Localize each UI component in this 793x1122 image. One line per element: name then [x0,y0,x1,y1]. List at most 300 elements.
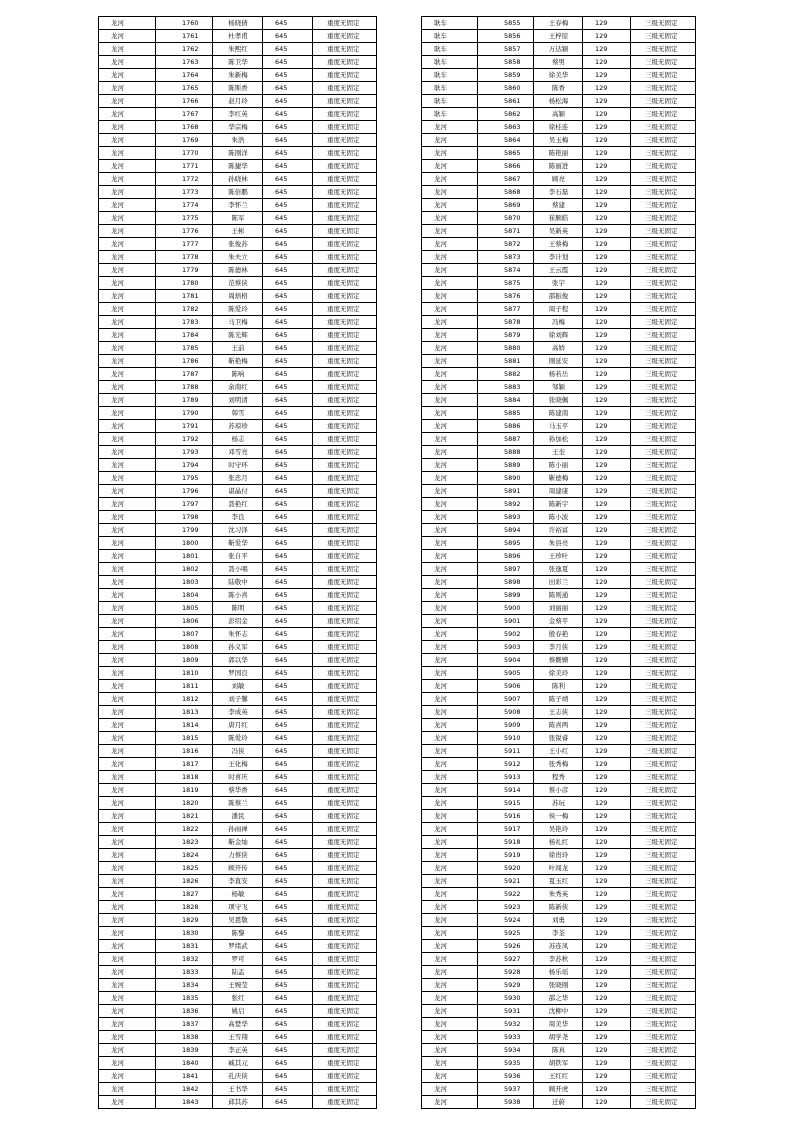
id-cell: 5882 [478,368,534,381]
table-row [422,251,696,264]
region-cell: 龙河 [99,563,156,576]
amount-cell: 129 [583,134,631,147]
id-cell: 1825 [156,862,213,875]
name-cell: 高颖 [534,108,583,121]
id-cell: 5861 [478,95,534,108]
table-row [99,732,377,745]
table-row [422,992,696,1005]
table-row [422,602,696,615]
table-row [99,771,377,784]
level-cell: 三级无固定 [631,316,696,329]
amount-cell: 645 [263,420,313,433]
amount-cell: 129 [583,212,631,225]
id-cell: 5935 [478,1057,534,1070]
table-row [422,862,696,875]
table-row [99,95,377,108]
id-cell: 1763 [156,56,213,69]
table-row [99,303,377,316]
region-cell: 龙河 [422,420,478,433]
id-cell: 1762 [156,43,213,56]
id-cell: 1793 [156,446,213,459]
region-cell: 龙河 [99,147,156,160]
level-cell: 重度无固定 [313,433,377,446]
amount-cell: 645 [263,537,313,550]
name-cell: 李石磊 [534,186,583,199]
name-cell: 王志侠 [534,706,583,719]
id-cell: 1836 [156,1005,213,1018]
name-cell: 殷春艳 [534,628,583,641]
level-cell: 重度无固定 [313,212,377,225]
id-cell: 5931 [478,1005,534,1018]
region-cell: 龙河 [422,498,478,511]
amount-cell: 129 [583,771,631,784]
level-cell: 重度无固定 [313,1005,377,1018]
level-cell: 三级无固定 [631,251,696,264]
table-row [99,745,377,758]
id-cell: 1829 [156,914,213,927]
name-cell: 王蔡梅 [534,238,583,251]
id-cell: 5911 [478,745,534,758]
level-cell: 重度无固定 [313,108,377,121]
amount-cell: 129 [583,1096,631,1109]
amount-cell: 129 [583,940,631,953]
table-row [99,914,377,927]
region-cell: 龙河 [99,615,156,628]
region-cell: 耿车 [422,69,478,82]
amount-cell: 129 [583,95,631,108]
table-row [99,849,377,862]
name-cell: 陈子靖 [534,693,583,706]
region-cell: 龙河 [422,446,478,459]
name-cell: 李苏秋 [534,953,583,966]
id-cell: 5910 [478,732,534,745]
name-cell: 陈卫华 [213,56,263,69]
region-cell: 龙河 [99,602,156,615]
level-cell: 重度无固定 [313,953,377,966]
id-cell: 1828 [156,901,213,914]
region-cell: 龙河 [99,589,156,602]
amount-cell: 645 [263,511,313,524]
amount-cell: 645 [263,186,313,199]
id-cell: 1835 [156,992,213,1005]
table-row [422,979,696,992]
level-cell: 三级无固定 [631,121,696,134]
region-cell: 龙河 [99,329,156,342]
id-cell: 1796 [156,485,213,498]
amount-cell: 129 [583,667,631,680]
region-cell: 龙河 [422,524,478,537]
level-cell: 三级无固定 [631,836,696,849]
name-cell: 张晓刚 [534,979,583,992]
region-cell: 龙河 [422,836,478,849]
table-row [99,823,377,836]
amount-cell: 129 [583,381,631,394]
amount-cell: 645 [263,693,313,706]
region-cell: 龙河 [422,264,478,277]
id-cell: 1769 [156,134,213,147]
level-cell: 重度无固定 [313,628,377,641]
amount-cell: 645 [263,719,313,732]
amount-cell: 645 [263,199,313,212]
id-cell: 5886 [478,420,534,433]
name-cell: 王化梅 [213,758,263,771]
id-cell: 1814 [156,719,213,732]
table-row [99,277,377,290]
name-cell: 刚延安 [534,355,583,368]
name-cell: 陈德林 [213,264,263,277]
table-row [422,849,696,862]
amount-cell: 645 [263,901,313,914]
table-row [99,615,377,628]
amount-cell: 129 [583,498,631,511]
table-row [99,563,377,576]
amount-cell: 645 [263,446,313,459]
table-row [422,355,696,368]
amount-cell: 129 [583,69,631,82]
region-cell: 龙河 [99,654,156,667]
amount-cell: 129 [583,589,631,602]
id-cell: 1809 [156,654,213,667]
name-cell: 周子程 [534,303,583,316]
amount-cell: 129 [583,1005,631,1018]
region-cell: 龙河 [99,680,156,693]
amount-cell: 129 [583,82,631,95]
id-cell: 5872 [478,238,534,251]
table-row [422,199,696,212]
id-cell: 5875 [478,277,534,290]
table-row [99,784,377,797]
name-cell: 李怀兰 [213,199,263,212]
table-row [99,17,377,30]
table-row [99,576,377,589]
region-cell: 龙河 [99,1044,156,1057]
id-cell: 5903 [478,641,534,654]
name-cell: 张锐睿 [534,732,583,745]
region-cell: 龙河 [422,693,478,706]
amount-cell: 129 [583,1057,631,1070]
region-cell: 龙河 [99,914,156,927]
level-cell: 重度无固定 [313,875,377,888]
table-row [422,719,696,732]
level-cell: 重度无固定 [313,524,377,537]
id-cell: 1772 [156,173,213,186]
level-cell: 三级无固定 [631,888,696,901]
name-cell: 徐美华 [534,69,583,82]
level-cell: 重度无固定 [313,342,377,355]
id-cell: 1807 [156,628,213,641]
amount-cell: 645 [263,485,313,498]
amount-cell: 129 [583,797,631,810]
table-row [99,316,377,329]
name-cell: 李红英 [213,108,263,121]
level-cell: 三级无固定 [631,381,696,394]
id-cell: 1801 [156,550,213,563]
id-cell: 1777 [156,238,213,251]
table-row [422,342,696,355]
id-cell: 5860 [478,82,534,95]
name-cell: 顾亮 [534,173,583,186]
level-cell: 重度无固定 [313,823,377,836]
level-cell: 三级无固定 [631,17,696,30]
amount-cell: 129 [583,290,631,303]
level-cell: 重度无固定 [313,420,377,433]
level-cell: 重度无固定 [313,498,377,511]
id-cell: 5855 [478,17,534,30]
region-cell: 龙河 [422,316,478,329]
level-cell: 三级无固定 [631,849,696,862]
id-cell: 5897 [478,563,534,576]
amount-cell: 129 [583,641,631,654]
level-cell: 三级无固定 [631,992,696,1005]
level-cell: 三级无固定 [631,589,696,602]
id-cell: 5884 [478,394,534,407]
table-row [99,966,377,979]
name-cell: 苏玩 [534,797,583,810]
region-cell: 龙河 [99,225,156,238]
id-cell: 5925 [478,927,534,940]
level-cell: 三级无固定 [631,329,696,342]
level-cell: 重度无固定 [313,537,377,550]
name-cell: 朱县亮 [534,537,583,550]
amount-cell: 129 [583,875,631,888]
id-cell: 5876 [478,290,534,303]
region-cell: 龙河 [422,1031,478,1044]
amount-cell: 645 [263,745,313,758]
amount-cell: 129 [583,394,631,407]
name-cell: 朱浩 [213,134,263,147]
region-cell: 龙河 [422,966,478,979]
region-cell: 龙河 [422,953,478,966]
id-cell: 5918 [478,836,534,849]
amount-cell: 645 [263,849,313,862]
table-row [99,134,377,147]
id-cell: 5916 [478,810,534,823]
name-cell: 靳德梅 [534,472,583,485]
id-cell: 1774 [156,199,213,212]
level-cell: 三级无固定 [631,719,696,732]
name-cell: 程秀 [534,771,583,784]
amount-cell: 129 [583,758,631,771]
name-cell: 孙雨禅 [213,823,263,836]
id-cell: 5905 [478,667,534,680]
name-cell: 陈捷华 [213,160,263,173]
region-cell: 龙河 [422,1096,478,1109]
id-cell: 1823 [156,836,213,849]
id-cell: 5888 [478,446,534,459]
amount-cell: 129 [583,1070,631,1083]
name-cell: 许裕富 [534,524,583,537]
region-cell: 龙河 [99,407,156,420]
id-cell: 5909 [478,719,534,732]
amount-cell: 129 [583,524,631,537]
amount-cell: 129 [583,420,631,433]
name-cell: 陈小丽 [534,459,583,472]
level-cell: 三级无固定 [631,134,696,147]
level-cell: 三级无固定 [631,56,696,69]
amount-cell: 645 [263,121,313,134]
id-cell: 5907 [478,693,534,706]
table-row [422,927,696,940]
level-cell: 三级无固定 [631,537,696,550]
amount-cell: 129 [583,1083,631,1096]
name-cell: 姚启 [213,1005,263,1018]
level-cell: 重度无固定 [313,810,377,823]
level-cell: 三级无固定 [631,173,696,186]
id-cell: 1831 [156,940,213,953]
id-cell: 1782 [156,303,213,316]
right-roster-body [422,17,696,1109]
id-cell: 1787 [156,368,213,381]
level-cell: 重度无固定 [313,641,377,654]
amount-cell: 645 [263,615,313,628]
region-cell: 龙河 [422,290,478,303]
amount-cell: 129 [583,628,631,641]
region-cell: 龙河 [422,121,478,134]
region-cell: 龙河 [99,576,156,589]
id-cell: 1779 [156,264,213,277]
amount-cell: 645 [263,433,313,446]
level-cell: 三级无固定 [631,628,696,641]
name-cell: 张逸夏 [534,563,583,576]
region-cell: 龙河 [99,160,156,173]
id-cell: 1843 [156,1096,213,1109]
table-row [99,342,377,355]
level-cell: 三级无固定 [631,1018,696,1031]
name-cell: 胡学尧 [534,1031,583,1044]
amount-cell: 645 [263,30,313,43]
level-cell: 重度无固定 [313,485,377,498]
region-cell: 龙河 [99,472,156,485]
amount-cell: 129 [583,576,631,589]
id-cell: 1768 [156,121,213,134]
table-row [422,264,696,277]
amount-cell: 129 [583,745,631,758]
name-cell: 陈则通 [534,589,583,602]
level-cell: 重度无固定 [313,992,377,1005]
id-cell: 5904 [478,654,534,667]
name-cell: 范蔡侠 [213,277,263,290]
name-cell: 李计划 [534,251,583,264]
name-cell: 唐月红 [213,719,263,732]
level-cell: 重度无固定 [313,1031,377,1044]
level-cell: 三级无固定 [631,290,696,303]
amount-cell: 129 [583,43,631,56]
region-cell: 龙河 [99,940,156,953]
table-row [422,706,696,719]
region-cell: 耿车 [422,30,478,43]
level-cell: 三级无固定 [631,394,696,407]
level-cell: 三级无固定 [631,407,696,420]
region-cell: 龙河 [99,303,156,316]
name-cell: 王雪翔 [213,1031,263,1044]
id-cell: 1820 [156,797,213,810]
id-cell: 5930 [478,992,534,1005]
amount-cell: 129 [583,108,631,121]
region-cell: 耿车 [422,108,478,121]
region-cell: 龙河 [99,30,156,43]
id-cell: 1783 [156,316,213,329]
region-cell: 龙河 [422,576,478,589]
region-cell: 龙河 [422,797,478,810]
table-row [422,368,696,381]
id-cell: 5859 [478,69,534,82]
name-cell: 孙晓林 [213,173,263,186]
table-row [422,524,696,537]
table-row [99,498,377,511]
level-cell: 重度无固定 [313,329,377,342]
amount-cell: 645 [263,680,313,693]
region-cell: 龙河 [422,706,478,719]
region-cell: 龙河 [422,186,478,199]
id-cell: 5887 [478,433,534,446]
id-cell: 5895 [478,537,534,550]
name-cell: 陈喜两 [534,719,583,732]
level-cell: 重度无固定 [313,303,377,316]
table-row [422,888,696,901]
amount-cell: 129 [583,459,631,472]
region-cell: 龙河 [99,953,156,966]
amount-cell: 645 [263,147,313,160]
name-cell: 谌晶付 [213,485,263,498]
level-cell: 重度无固定 [313,69,377,82]
level-cell: 三级无固定 [631,758,696,771]
amount-cell: 129 [583,966,631,979]
level-cell: 三级无固定 [631,368,696,381]
id-cell: 5857 [478,43,534,56]
name-cell: 朱秀英 [534,888,583,901]
level-cell: 重度无固定 [313,1070,377,1083]
name-cell: 陈蔡兰 [213,797,263,810]
level-cell: 三级无固定 [631,563,696,576]
table-row [422,953,696,966]
id-cell: 1790 [156,407,213,420]
name-cell: 力蔡侠 [213,849,263,862]
table-row [99,251,377,264]
table-row [99,641,377,654]
table-row [99,420,377,433]
level-cell: 重度无固定 [313,160,377,173]
level-cell: 重度无固定 [313,719,377,732]
region-cell: 龙河 [99,212,156,225]
name-cell: 崔顺皓 [534,212,583,225]
name-cell: 郭以华 [213,654,263,667]
name-cell: 陆盂 [213,966,263,979]
level-cell: 三级无固定 [631,667,696,680]
amount-cell: 129 [583,433,631,446]
level-cell: 三级无固定 [631,576,696,589]
name-cell: 李月侠 [534,641,583,654]
table-row [422,69,696,82]
name-cell: 蔡姗姗 [534,654,583,667]
level-cell: 重度无固定 [313,563,377,576]
amount-cell: 645 [263,914,313,927]
amount-cell: 645 [263,654,313,667]
region-cell: 龙河 [422,602,478,615]
region-cell: 龙河 [422,485,478,498]
amount-cell: 129 [583,563,631,576]
amount-cell: 129 [583,992,631,1005]
id-cell: 5934 [478,1044,534,1057]
id-cell: 1776 [156,225,213,238]
id-cell: 1789 [156,394,213,407]
name-cell: 靳艳梅 [213,355,263,368]
region-cell: 耿车 [422,43,478,56]
id-cell: 1812 [156,693,213,706]
name-cell: 陈新侠 [534,901,583,914]
table-row [422,784,696,797]
name-cell: 余南红 [213,381,263,394]
name-cell: 胡铁军 [534,1057,583,1070]
